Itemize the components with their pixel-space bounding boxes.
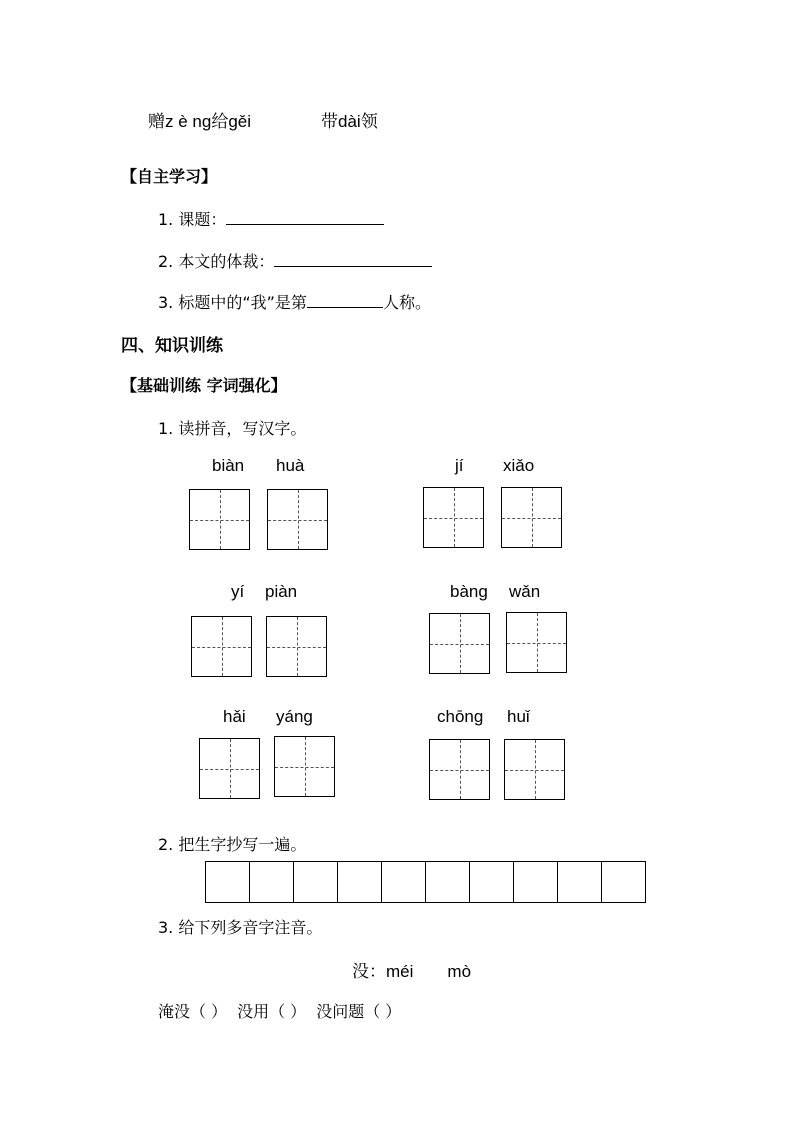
tianzige-box[interactable] <box>266 616 327 677</box>
copy-cell[interactable] <box>558 862 602 902</box>
ex1-title: 1. 读拼音，写汉字。 <box>158 419 307 438</box>
polyphone-reading-2: mò <box>447 962 472 981</box>
pinyin-label: chōng <box>437 707 484 726</box>
pinyin-label: huǐ <box>507 707 530 726</box>
pinyin-label: hǎi <box>223 707 246 726</box>
polyphone-reading-1: méi <box>386 962 414 981</box>
pinyin-label: wǎn <box>509 582 541 601</box>
vocab-word-3: 带 <box>321 112 338 132</box>
copy-cell[interactable] <box>338 862 382 902</box>
tianzige-box[interactable] <box>274 736 335 797</box>
polyphone-items <box>158 999 401 1022</box>
pinyin-label: jí <box>455 456 464 475</box>
copy-cell[interactable] <box>470 862 514 902</box>
q3-label-a: 3. 标题中的“我”是第 <box>158 293 307 312</box>
pinyin-label: yáng <box>276 707 313 726</box>
copy-cell[interactable] <box>514 862 558 902</box>
tianzige-box[interactable] <box>429 739 490 800</box>
q3-answer-blank[interactable] <box>307 293 383 308</box>
self-study-q1 <box>158 207 384 230</box>
polyphone-item-3[interactable]: 没问题（ ） <box>316 1002 402 1021</box>
polyphone-item-2[interactable]: 没用（ ） <box>237 1002 307 1021</box>
tianzige-box[interactable] <box>504 739 565 800</box>
vocab-line-2 <box>321 107 378 132</box>
tianzige-box[interactable] <box>189 489 250 550</box>
ex2-title: 2. 把生字抄写一遍。 <box>158 835 307 854</box>
tianzige-box[interactable] <box>267 489 328 550</box>
pinyin-label: xiǎo <box>503 456 535 475</box>
vocab-word-4: 领 <box>360 112 378 132</box>
ex3-title: 3. 给下列多音字注音。 <box>158 918 323 937</box>
polyphone-char: 没： <box>352 962 386 982</box>
self-study-q2 <box>158 249 432 272</box>
vocab-word-2: 给 <box>211 112 229 132</box>
copy-cell[interactable] <box>250 862 294 902</box>
q1-answer-blank[interactable] <box>226 210 384 225</box>
pinyin-label: bàng <box>450 582 488 601</box>
q3-label-b: 人称。 <box>382 293 431 312</box>
vocab-pinyin-1: z è ng <box>165 112 212 131</box>
section-4-subheading: 【基础训练 字词强化】 <box>121 376 287 395</box>
q2-answer-blank[interactable] <box>274 252 432 267</box>
pinyin-label: biàn <box>212 456 245 475</box>
pinyin-label: piàn <box>265 582 298 601</box>
vocab-word-1: 赠 <box>148 112 165 132</box>
copy-cell[interactable] <box>206 862 250 902</box>
tianzige-box[interactable] <box>423 487 484 548</box>
copy-cell[interactable] <box>294 862 338 902</box>
copy-row <box>205 861 646 903</box>
polyphone-line <box>352 957 471 982</box>
tianzige-box[interactable] <box>429 613 490 674</box>
tianzige-box[interactable] <box>506 612 567 673</box>
q2-label: 2. 本文的体裁： <box>158 252 275 271</box>
self-study-heading: 【自主学习】 <box>121 167 218 186</box>
tianzige-box[interactable] <box>501 487 562 548</box>
section-4-heading: 四、知识训练 <box>121 336 223 356</box>
copy-cell[interactable] <box>426 862 470 902</box>
vocab-pinyin-2: gěi <box>228 112 251 131</box>
polyphone-item-1[interactable]: 淹没（ ） <box>158 1002 228 1021</box>
q1-label: 1. 课题： <box>158 210 227 229</box>
vocab-line <box>148 107 251 132</box>
tianzige-box[interactable] <box>199 738 260 799</box>
pinyin-label: huà <box>276 456 305 475</box>
vocab-pinyin-4: dài <box>338 112 361 131</box>
tianzige-box[interactable] <box>191 616 252 677</box>
self-study-q3 <box>158 290 431 313</box>
pinyin-label: yí <box>231 582 245 601</box>
copy-cell[interactable] <box>602 862 645 902</box>
copy-cell[interactable] <box>382 862 426 902</box>
